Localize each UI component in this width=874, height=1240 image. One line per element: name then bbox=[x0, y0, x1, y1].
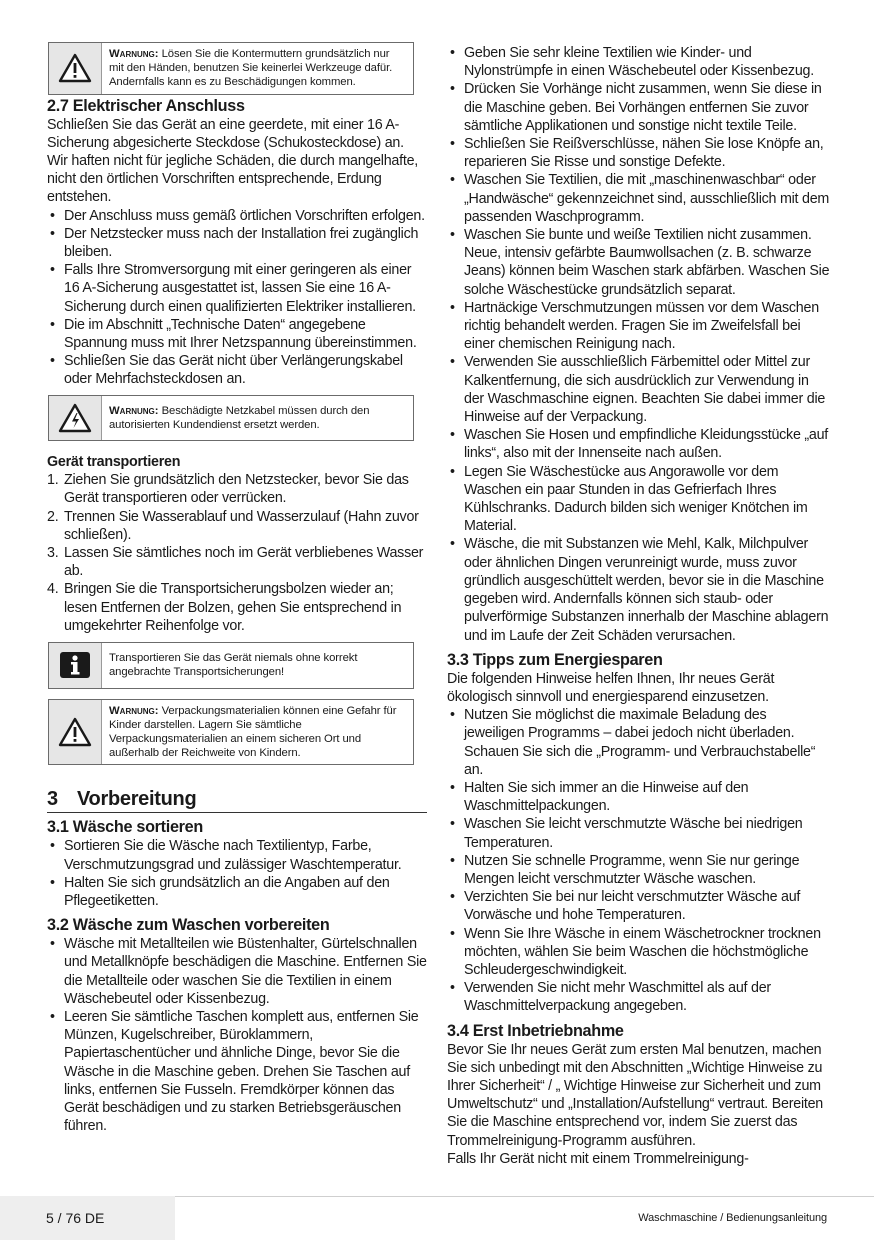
warning-triangle-icon bbox=[58, 717, 92, 747]
list-item bbox=[47, 580, 427, 635]
warning-label: Warnung: bbox=[109, 404, 159, 417]
warning-triangle-icon bbox=[58, 53, 92, 83]
heading-transport: Gerät transportieren bbox=[47, 454, 181, 471]
left-column bbox=[47, 42, 427, 1135]
warning-icon-cell bbox=[49, 396, 102, 440]
list-item: • Verwenden Sie ausschließlich Färbemittel oder Mittel zur Kalkentfernung, die sich ausdrücklich zur Verwendung in der Waschmaschine eignen. Beachten Sie dabei immer die Hinweise auf der Verpackung. bbox=[447, 353, 830, 426]
list-item: • Wäsche, die mit Substanzen wie Mehl, Kalk, Milchpulver oder ähnlichen Dingen verunreinigt wurde, muss zuvor gründlich ausgeschüttelt werden, bevor sie in die Maschine gegeben wird. Andernfalls können sich staub- oder pulverförmige Substanzen innerhalb der Maschine ablagern und im Laufe der Zeit Schäden verursachen. bbox=[447, 535, 830, 644]
list-item: • Waschen Sie leicht verschmutzte Wäsche bei niedrigen Temperaturen. bbox=[447, 815, 830, 851]
warning-text bbox=[102, 43, 413, 94]
list-item: • Sortieren Sie die Wäsche nach Textilientyp, Farbe, Verschmutzungsgrad und zulässiger Waschtemperatur. bbox=[47, 837, 427, 873]
list-item: • Falls Ihre Stromversorgung mit einer geringeren als einer 16 A-Sicherung ausgestattet ist, lassen Sie eine 16 A-Sicherung durch einen qualifizierten Elektriker installieren. bbox=[47, 261, 427, 316]
list-3-2 bbox=[47, 935, 427, 1135]
warning-icon-cell bbox=[49, 43, 102, 94]
list-3-2-continued bbox=[447, 44, 830, 645]
heading-3-4: 3.4 Erst Inbetriebnahme bbox=[447, 1021, 624, 1040]
chapter-number: 3 bbox=[47, 788, 58, 811]
list-item: • Leeren Sie sämtliche Taschen komplett aus, entfernen Sie Münzen, Kugelschreiber, Büroklammern, Papiertaschentücher und ähnliche Dinge, bevor Sie die Wäsche in die Maschine geben. Drehen Sie Taschen auf links, entfernen Sie Fusseln. Fremdkörper können das Gerät beschädigen und zu starken Betriebsgeräuschen führen. bbox=[47, 1008, 427, 1135]
list-item: • Halten Sie sich immer an die Hinweise auf den Waschmittelpackungen. bbox=[447, 779, 830, 815]
list-item: • Wäsche mit Metallteilen wie Büstenhalter, Gürtelschnallen und Metallknöpfe beschädigen die Maschine. Entfernen Sie die Metallteile oder waschen Sie die Textilien in einem Wäschebeutel oder Kissenbezug. bbox=[47, 935, 427, 1008]
info-icon bbox=[59, 651, 91, 679]
step-text: Trennen Sie Wasserablauf und Wasserzulauf (Hahn zuvor schließen). bbox=[64, 508, 419, 543]
warning-body: Verpackungsmaterialien können eine Gefahr für Kinder darstellen. Lagern Sie sämtliche Verpackungsmaterialien an einem sicheren Ort und außerhalb der Reichweite von Kindern. bbox=[109, 704, 397, 760]
list-item: • Waschen Sie Textilien, die mit „maschinenwaschbar“ oder „Handwäsche“ gekennzeichnet sind, ausschließlich mit dem passenden Waschprogramm. bbox=[447, 171, 830, 226]
list-item: • Waschen Sie bunte und weiße Textilien nicht zusammen. Neue, intensiv gefärbte Baumwollsachen (z. B. schwarze Jeans) können beim Waschen stark abfärben. Waschen Sie solche Wäschestücke grundsätzlich separat. bbox=[447, 226, 830, 299]
warning-text bbox=[102, 700, 413, 765]
list-item: • Nutzen Sie möglichst die maximale Beladung des jeweiligen Programms – dabei jedoch nicht überladen. Schauen Sie sich die „Programm- und Verbrauchstabelle“ an. bbox=[447, 706, 830, 779]
list-item: • Wenn Sie Ihre Wäsche in einem Wäschetrockner trocknen möchten, wählen Sie beim Waschen die höchstmögliche Schleudergeschwindigkeit. bbox=[447, 925, 830, 980]
warning-text bbox=[102, 396, 413, 440]
list-item: • Nutzen Sie schnelle Programme, wenn Sie nur geringe Mengen leicht verschmutzter Wäsche waschen. bbox=[447, 852, 830, 888]
info-text: Transportieren Sie das Gerät niemals ohne korrekt angebrachte Transportsicherungen! bbox=[109, 652, 358, 679]
page-number: 5 / 76 DE bbox=[46, 1210, 105, 1226]
step-text: Bringen Sie die Transportsicherungsbolzen wieder an; lesen Entfernen der Bolzen, gehen Sie entsprechend in umgekehrter Reihenfolge vor. bbox=[64, 581, 402, 634]
footer-divider bbox=[175, 1196, 874, 1197]
step-number: 1. bbox=[47, 472, 59, 489]
paragraph-2-7-intro: Schließen Sie das Gerät an eine geerdete, mit einer 16 A-Sicherung abgesicherte Steckdose (Schukosteckdose) an. Wir haften nicht für jegliche Schäden, die durch mangelhafte, nicht den örtlichen Vorschriften entsprechende, Erdung entstehen. bbox=[47, 116, 418, 206]
list-item: • Halten Sie sich grundsätzlich an die Angaben auf den Pflegeetiketten. bbox=[47, 874, 427, 910]
list-item: • Schließen Sie das Gerät nicht über Verlängerungskabel oder Mehrfachsteckdosen an. bbox=[47, 352, 427, 388]
warning-body: Lösen Sie die Kontermuttern grundsätzlich nur mit den Händen, benutzen Sie keinerlei Werkzeuge dafür. Andernfalls kann es zu Beschädigungen kommen. bbox=[109, 48, 393, 89]
warning-box-tools bbox=[48, 42, 414, 95]
page-number-block bbox=[0, 1196, 175, 1240]
list-2-7 bbox=[47, 207, 427, 389]
warning-box-packaging bbox=[48, 699, 414, 766]
right-column bbox=[447, 42, 830, 1168]
list-item bbox=[47, 471, 427, 507]
paragraph-3-4-1: Bevor Sie Ihr neues Gerät zum ersten Mal benutzen, machen Sie sich unbedingt mit den Abschnitten „Wichtige Hinweise zu Ihrer Sicherheit“ / „ Wichtige Hinweise zur Sicherheit und zum Umweltschutz“ und „Installation/Aufstellung“ vertraut. Bereiten Sie die Maschine entsprechend vor, indem Sie zuerst das Trommelreinigung-Programm ausführen. bbox=[447, 1041, 824, 1149]
paragraph-3-4-2: Falls Ihr Gerät nicht mit einem Trommelreinigung- bbox=[447, 1150, 749, 1167]
list-item: • Der Anschluss muss gemäß örtlichen Vorschriften erfolgen. bbox=[47, 207, 427, 225]
list-3-1 bbox=[47, 837, 427, 910]
list-item bbox=[47, 544, 427, 580]
electric-hazard-icon bbox=[58, 403, 92, 433]
paragraph-3-3-intro: Die folgenden Hinweise helfen Ihnen, Ihr neues Gerät ökologisch sinnvoll und energiesparend einzusetzen. bbox=[447, 670, 775, 705]
list-item: • Geben Sie sehr kleine Textilien wie Kinder- und Nylonstrümpfe in einen Wäschebeutel oder Kissenbezug. bbox=[447, 44, 830, 80]
list-item: • Die im Abschnitt „Technische Daten“ angegebene Spannung muss mit Ihrer Netzspannung übereinstimmen. bbox=[47, 316, 427, 352]
info-box-transport bbox=[48, 642, 414, 688]
chapter-title: Vorbereitung bbox=[77, 788, 197, 811]
list-item bbox=[47, 508, 427, 544]
list-item: • Verwenden Sie nicht mehr Waschmittel als auf der Waschmittelverpackung angegeben. bbox=[447, 979, 830, 1015]
list-item: • Legen Sie Wäschestücke aus Angorawolle vor dem Waschen ein paar Stunden in das Gefrierfach Ihres Kühlschranks. Dadurch bilden sich weniger Knötchen im Material. bbox=[447, 463, 830, 536]
list-item: • Schließen Sie Reißverschlüsse, nähen Sie lose Knöpfe an, reparieren Sie Risse und sonstige Defekte. bbox=[447, 135, 830, 171]
list-item: • Der Netzstecker muss nach der Installation frei zugänglich bleiben. bbox=[47, 225, 427, 261]
step-number: 2. bbox=[47, 508, 59, 525]
footer-document-title: Waschmaschine / Bedienungsanleitung bbox=[638, 1212, 827, 1224]
list-item: • Verzichten Sie bei nur leicht verschmutzter Wäsche auf Vorwäsche und hohe Temperaturen. bbox=[447, 888, 830, 924]
list-item: • Waschen Sie Hosen und empfindliche Kleidungsstücke „auf links“, also mit der Innenseite nach außen. bbox=[447, 426, 830, 462]
list-item: • Hartnäckige Verschmutzungen müssen vor dem Waschen richtig behandelt werden. Fragen Sie im Zweifelsfall bei einer chemischen Reinigung nach. bbox=[447, 299, 830, 354]
warning-body: Beschädigte Netzkabel müssen durch den autorisierten Kundendienst ersetzt werden. bbox=[109, 404, 370, 431]
warning-label: Warnung: bbox=[109, 704, 159, 717]
warning-icon-cell bbox=[49, 700, 102, 765]
chapter-heading bbox=[47, 787, 427, 813]
step-text: Lassen Sie sämtliches noch im Gerät verbliebenes Wasser ab. bbox=[64, 545, 424, 580]
step-number: 3. bbox=[47, 545, 59, 562]
warning-label: Warnung: bbox=[109, 48, 159, 60]
heading-2-7: 2.7 Elektrischer Anschluss bbox=[47, 96, 245, 115]
heading-3-2: 3.2 Wäsche zum Waschen vorbereiten bbox=[47, 916, 330, 935]
list-3-3 bbox=[447, 706, 830, 1015]
list-item: • Drücken Sie Vorhänge nicht zusammen, wenn Sie diese in die Maschine geben. Bei Vorhängen entfernen Sie zuvor sämtliche Applikationen und sonstige nicht textile Teile. bbox=[447, 80, 830, 135]
step-text: Ziehen Sie grundsätzlich den Netzstecker, bevor Sie das Gerät transportieren oder verrücken. bbox=[64, 472, 409, 507]
warning-box-power-cable bbox=[48, 395, 414, 441]
step-number: 4. bbox=[47, 581, 59, 598]
heading-3-1: 3.1 Wäsche sortieren bbox=[47, 818, 203, 837]
info-icon-cell bbox=[49, 643, 102, 687]
transport-steps bbox=[47, 471, 427, 635]
heading-3-3: 3.3 Tipps zum Energiesparen bbox=[447, 650, 663, 669]
